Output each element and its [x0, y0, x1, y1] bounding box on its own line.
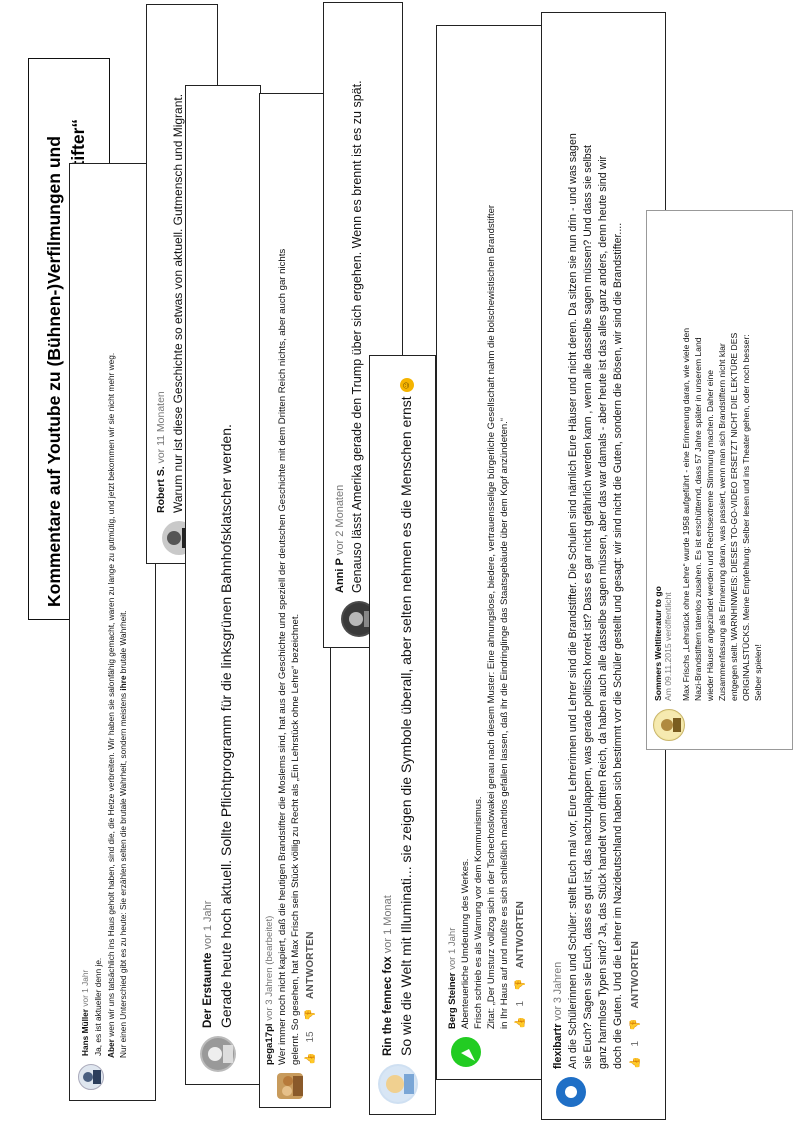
comment-author[interactable]: Der Erstaunte — [202, 952, 214, 1028]
comment-text: So wie die Welt mit Illuminati... sie zeigen die Symbole überall, aber selten nehmen es die Menschen ernst — [397, 396, 414, 1056]
description-line: Selber spielen! — [753, 644, 763, 701]
avatar[interactable] — [78, 1064, 104, 1090]
text-span: Nur einen Unterschied gibt es zu heute: Sie erzählen selten die brutale Wahrheit, sondern meistens — [118, 690, 128, 1058]
comment-time[interactable]: vor 1 Jahr — [79, 969, 90, 1007]
comment-author[interactable]: pega17pl — [264, 1023, 275, 1065]
comment-author[interactable]: Berg Steiner — [447, 972, 458, 1029]
reply-button[interactable]: ANTWORTEN — [305, 931, 316, 999]
comment-author[interactable]: Hans Müller — [79, 1008, 90, 1056]
comment-text: Genauso lässt Amerika gerade den Trump über sich ergehen. Wenn es brennt ist es zu spät. — [350, 80, 364, 593]
comment-card-pega — [259, 93, 331, 1108]
like-count: 1 — [630, 1040, 641, 1047]
comment-time[interactable]: vor 3 Jahren — [552, 961, 564, 1021]
comment-text-line: Ja, es ist aktueller denn je. — [92, 957, 103, 1056]
description-text — [681, 328, 763, 701]
page-title-line1: Kommentare auf Youtube zu (Bühnen-)Verfilmungen und — [44, 136, 64, 607]
comment-author[interactable]: Rin the fennec fox — [381, 956, 394, 1056]
avatar[interactable] — [556, 1077, 586, 1107]
comment-time[interactable]: vor 1 Monat — [381, 895, 394, 954]
comment-card-hans — [69, 163, 156, 1101]
comment-text-line: Abenteuerliche Umdeutung des Werkes. — [460, 858, 471, 1029]
comment-text-line: Zitat: „Der Umsturz vollzog sich in der Tschechoslowakei genau nach diesem Muster: Eine ahnungslose, biedere, vertrauensselige bürgerliche Gesellschaft nahm die bolschewistischen Brandstifter — [486, 204, 497, 1029]
comment-card-berg — [436, 25, 543, 1080]
description-line: entgegen stellt. WARNHINWEIS: DIESES TO-GO-VIDEO ERSETZT NICHT DIE LEKTÜRE DES — [729, 332, 739, 701]
comment-text-line — [106, 176, 116, 1058]
thumbs-up-icon[interactable]: 👍 — [515, 1016, 526, 1029]
comment-card-rin — [369, 355, 436, 1115]
comment-time[interactable]: vor 3 Jahren (bearbeitet) — [264, 915, 275, 1021]
description-line: Max Frischs „Lehrstück ohne Lehre“ wurde 1958 aufgeführt - eine Erinnerung daran, wie viele den — [681, 327, 691, 701]
publish-date: Am 09.11.2015 veröffentlicht — [663, 592, 673, 701]
comment-time[interactable]: vor 1 Jahr — [202, 900, 214, 950]
comment-text-line: in Ihr Haus auf und mußte es sich schließlich machtlos gefallen lassen, daß ihr die Eindringlinge das Staatsgebäude über dem Kopf anzündeten.“ — [499, 418, 510, 1029]
channel-name[interactable]: Sommers Weltliteratur to go — [653, 586, 663, 701]
comment-time[interactable]: vor 2 Monaten — [334, 484, 346, 556]
description-line: ORIGINALSTÜCKS. Meine Empfehlung: Selber lesen und ins Theater gehen, oder noch besser: — [741, 334, 751, 701]
comment-author[interactable]: flexibartr — [552, 1023, 564, 1069]
thumbs-down-icon[interactable]: 👎 — [630, 1018, 641, 1031]
avatar[interactable] — [277, 1073, 303, 1099]
comment-text-line: ganz harmlose Typen sind? Ja, das Stück handelt vom dritten Reich, da haben auch alle dasselbe sagen müssen, aber das war damals - aber heute ist das alles ganz anders, denn heute sind wir — [597, 155, 609, 1069]
channel-avatar[interactable] — [653, 709, 685, 741]
thumbs-down-icon[interactable]: 👎 — [305, 1008, 316, 1022]
comment-text-line: doch die Guten. Und die Lehrer im Nazideutschland haben sich bestimmt vor die Schüler gestellt und gesagt: wir sind nicht die Guten, sondern die Bösen, wir sind die Brandstifter.... — [612, 222, 624, 1069]
comment-author[interactable]: Anni P — [334, 558, 346, 593]
bold-word: Aber — [106, 1039, 116, 1058]
comment-time[interactable]: vor 11 Monaten — [155, 391, 167, 464]
avatar[interactable] — [378, 1064, 418, 1104]
text-span: brutale Wahrheit. — [118, 610, 128, 676]
like-count: 1 — [515, 1000, 526, 1007]
comment-text-line: gelernt. So gesehen, hat Max Frisch sein Stück völlig zu Recht als „Ein Lehrstück ohne Lehre“ bezeichnet. — [290, 613, 301, 1065]
comment-text-line: Wer immer noch nicht kapiert, daß die heutigen Brandstifter die Moslems sind, hat aus der Geschichte und speziell der deutschen Geschichte mit dem Dritten Reich nichts, aber auch gar nichts — [277, 248, 288, 1065]
text-span: wen wir uns tatsächlich ins Haus geholt haben, sind die, die Hetze verbreiten. Wir haben sie salonfähig gemacht, waren zu lange zu gutmütig, und jetzt bekommen wir sie nicht mehr weg. — [106, 352, 116, 1040]
like-count: 15 — [305, 1031, 316, 1043]
video-description-card — [646, 210, 793, 750]
description-line: Nazi-Brandstiftern tatenlos zusahen. Es ist erschütternd, dass 57 Jahre später in unserem Land — [693, 337, 703, 701]
comment-text-line — [118, 176, 128, 1058]
avatar[interactable] — [200, 1036, 236, 1072]
avatar[interactable] — [451, 1037, 481, 1067]
thumbs-up-icon[interactable]: 👍 — [305, 1052, 316, 1065]
description-line: wieder Häuser angezündet werden und Rechtsextreme Stimmung machen. Daher eine — [705, 369, 715, 701]
smiley-emoji-icon: ☺ — [401, 380, 413, 391]
comment-text-wrap — [398, 378, 414, 1056]
comment-time[interactable]: vor 1 Jahr — [447, 927, 458, 970]
reply-button[interactable]: ANTWORTEN — [630, 940, 641, 1009]
comment-author[interactable]: Robert S. — [155, 466, 167, 513]
comment-text-line: sie Euch? Sagen sie Euch, dass es gut ist, das nachzuplappern, was gerade politisch korrekt ist? Dass es gar nicht gefährlich werden kann , wenn alle dasselbe sagen müssen? Und dass sie selbst — [582, 145, 594, 1069]
comment-text-line: An die Schülerinnen und Schüler: stellt Euch mal vor, Eure Lehrerinnen und Lehrer sind die Brandstifter. Die Schulen sind nämlich Eure Häuser und nicht deren. Da sitzen sie nun drin - und was sagen — [567, 133, 579, 1069]
comment-text: Warum nur ist diese Geschichte so etwas von aktuell. Gutmensch und Migrant. — [171, 93, 185, 513]
description-line: Zusammenfassung als Erinnerung daran, was passiert, wenn man sich Brandstiftern nicht klar — [717, 343, 727, 701]
thumbs-down-icon[interactable]: 👎 — [515, 978, 526, 991]
reply-button[interactable]: ANTWORTEN — [515, 900, 526, 969]
bold-word: ihre — [118, 675, 128, 691]
comment-text-line: Frisch schrieb es als Warnung vor dem Kommunismus. — [473, 796, 484, 1029]
comment-text: Gerade heute hoch aktuell. Sollte Pflichtprogramm für die linksgrünen Bahnhofsklatscher werden. — [218, 424, 234, 1028]
thumbs-up-icon[interactable]: 👍 — [630, 1056, 641, 1069]
comment-card-erstaunte — [185, 85, 261, 1085]
